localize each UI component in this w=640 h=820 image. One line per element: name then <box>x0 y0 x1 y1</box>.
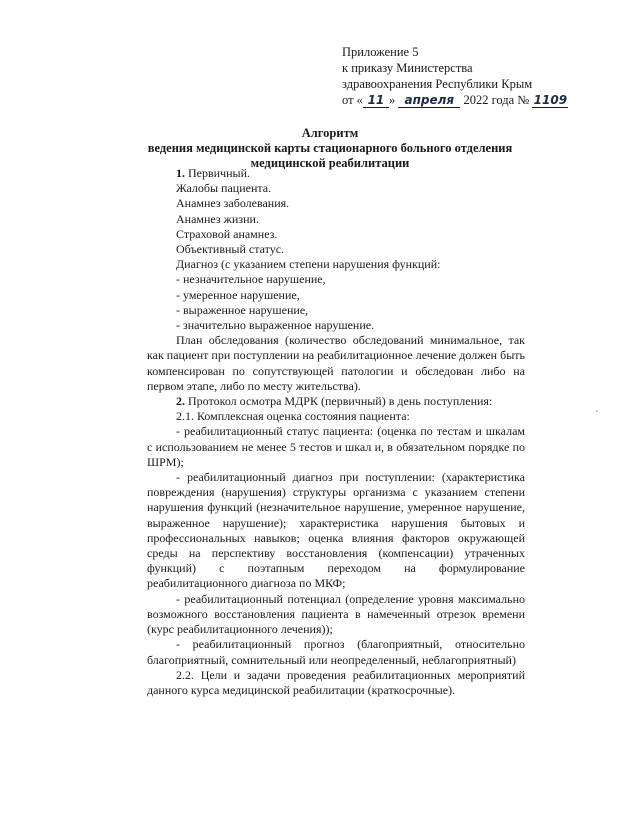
list-item: - значительно выраженное нарушение. <box>176 318 375 333</box>
appendix-line-3: здравоохранения Республики Крым <box>342 77 533 91</box>
title-line-3: медицинской реабилитации <box>250 156 410 170</box>
appendix-header <box>342 44 632 108</box>
paragraph-rehab-potential: - реабилитационный потенциал (определение уровня максимально возможного восстановления пациента в намеченный отрезок времени (курс реабилитационного лечения)); <box>147 591 525 637</box>
subsection-2-2: 2.2. Цели и задачи проведения реабилитационных мероприятий данного курса медицинской реабилитации (краткосрочные). <box>147 667 525 697</box>
section-2-number: 2. <box>176 394 185 409</box>
section-1-label: Первичный. <box>188 166 251 180</box>
handwritten-month: апреля <box>398 94 460 108</box>
list-item: Анамнез заболевания. <box>176 196 290 211</box>
paragraph-rehab-prognosis: - реабилитационный прогноз (благоприятный, относительно благоприятный, сомнительный или неопределенный, неблагоприятный) <box>147 637 525 667</box>
title-line-2: ведения медицинской карты стационарного больного отделения <box>147 141 513 155</box>
list-item: - умеренное нарушение, <box>176 287 300 302</box>
paragraph-rehab-diagnosis: - реабилитационный диагноз при поступлении: (характеристика повреждения (нарушения) структуры организма с указанием степени нарушения функций (незначительное нарушение, умеренное нарушение, выраженное нарушение); характеристика нарушения бытовых и профессиональных навыков; оценка влияния факторов окружающей среды на перспективу восстановления (компенсации) утраченных функций) с поэтапным переходом на формулирование реабилитационного диагноза по МКФ; <box>147 470 525 591</box>
list-item: Диагноз (с указанием степени нарушения функций: <box>176 257 441 272</box>
document-body <box>147 166 525 698</box>
appendix-line-2: к приказу Министерства <box>342 61 473 75</box>
section-2-heading <box>147 394 525 409</box>
list-item: Объективный статус. <box>176 242 285 257</box>
list-item: Жалобы пациента. <box>176 181 272 196</box>
list-item: Страховой анамнез. <box>176 226 278 241</box>
title-heading: Алгоритм <box>301 126 359 140</box>
appendix-line-1: Приложение 5 <box>342 45 419 59</box>
handwritten-order-number: 1109 <box>533 93 568 107</box>
date-year: 2022 года № <box>463 93 530 107</box>
section-1-heading <box>147 166 525 181</box>
list-item: - незначительное нарушение, <box>176 272 326 287</box>
section-2-label: Протокол осмотра МДРК (первичный) в день поступления: <box>188 394 493 409</box>
date-separator: » <box>388 93 396 107</box>
subsection-2-1: 2.1. Комплексная оценка состояния пациента: <box>176 409 410 424</box>
appendix-date-line <box>342 92 632 108</box>
section-1-number: 1. <box>176 166 185 180</box>
scan-speck <box>596 410 598 412</box>
date-prefix: от « <box>342 93 363 107</box>
list-item: Анамнез жизни. <box>176 211 259 226</box>
list-item: - выраженное нарушение, <box>176 302 309 317</box>
examination-plan: План обследования (количество обследований минимальное, так как пациент при поступлении на реабилитационное лечение должен быть компенсирован по сопутствующей патологии и обследован либо на первом этапе, либо по месту жительства). <box>147 333 525 393</box>
document-title <box>90 126 570 171</box>
handwritten-day: 11 <box>363 94 389 108</box>
paragraph-rehab-status: - реабилитационный статус пациента: (оценка по тестам и шкалам с использованием не менее 5 тестов и шкал и, в обязательном порядке по ШРМ); <box>147 424 525 469</box>
